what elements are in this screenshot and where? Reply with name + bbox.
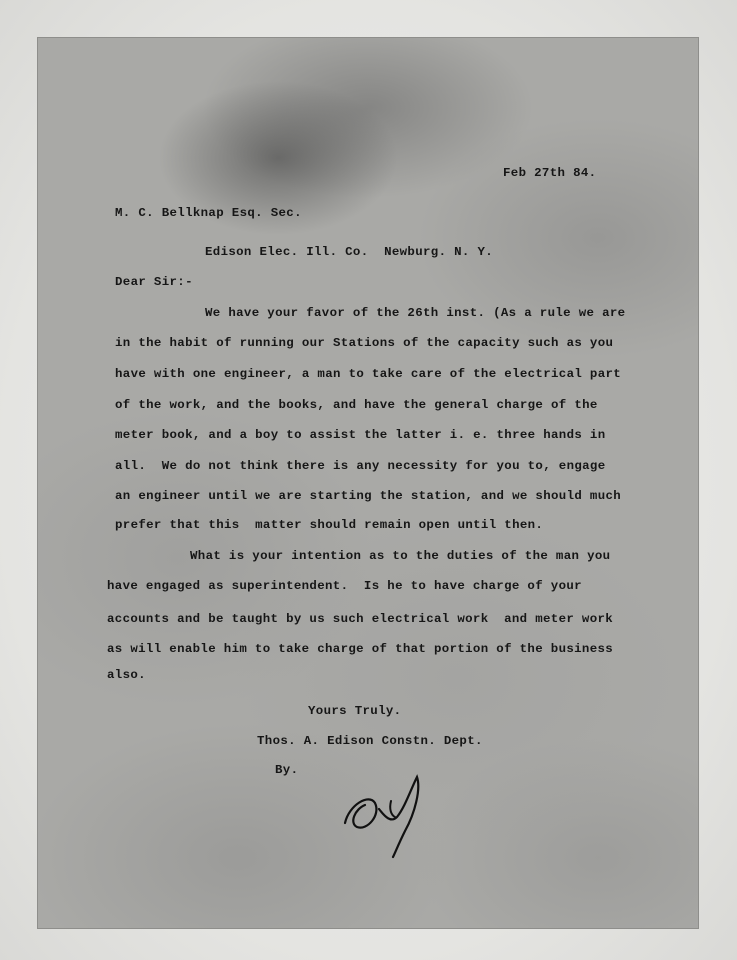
body-line: We have your favor of the 26th inst. (As a rule we are	[205, 306, 626, 320]
body-line: accounts and be taught by us such electrical work and meter work	[107, 612, 614, 626]
body-line: have engaged as superintendent. Is he to have charge of your	[107, 579, 582, 593]
closing: Yours Truly.	[308, 704, 402, 718]
by-label: By.	[275, 763, 299, 777]
recipient-address: Edison Elec. Ill. Co. Newburg. N. Y.	[205, 245, 494, 259]
body-line: an engineer until we are starting the station, and we should much	[115, 489, 622, 503]
body-line: in the habit of running our Stations of the capacity such as you	[115, 336, 614, 350]
body-line: all. We do not think there is any necessity for you to, engage	[115, 459, 606, 473]
recipient-name: M. C. Bellknap Esq. Sec.	[115, 206, 302, 220]
body-line: prefer that this matter should remain open until then.	[115, 518, 544, 532]
handwritten-signature-initials	[335, 765, 435, 865]
body-line: What is your intention as to the duties of the man you	[190, 549, 611, 563]
body-line: of the work, and the books, and have the general charge of the	[115, 398, 598, 412]
body-line: have with one engineer, a man to take care of the electrical part	[115, 367, 622, 381]
letter-date: Feb 27th 84.	[503, 166, 597, 180]
body-line: meter book, and a boy to assist the latter i. e. three hands in	[115, 428, 606, 442]
salutation: Dear Sir:-	[115, 275, 193, 289]
body-line: as will enable him to take charge of that portion of the business	[107, 642, 614, 656]
signatory: Thos. A. Edison Constn. Dept.	[257, 734, 483, 748]
body-line: also.	[107, 668, 146, 682]
